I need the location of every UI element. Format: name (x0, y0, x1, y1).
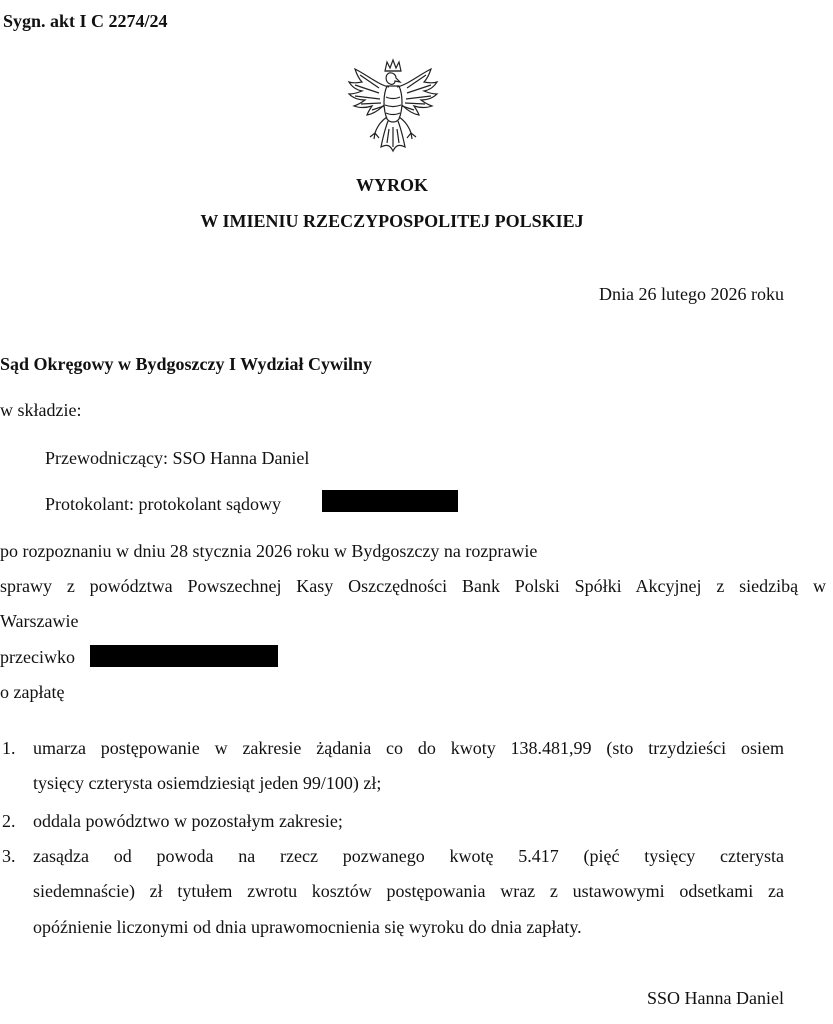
presiding-judge: Przewodniczący: SSO Hanna Daniel (45, 448, 310, 468)
court-name: Sąd Okręgowy w Bydgoszczy I Wydział Cywilny (0, 354, 373, 374)
document-title: WYROK (356, 175, 428, 195)
claim-line: sprawy z powództwa Powszechnej Kasy Oszczędności Bank Polski Spółki Akcyjnej z siedzibą w (0, 576, 826, 596)
ruling-number: 2. (2, 811, 16, 831)
ruling-text: oddala powództwo w pozostałym zakresie; (33, 811, 343, 831)
composition-label: w składzie: (0, 400, 82, 420)
judgment-date: Dnia 26 lutego 2026 roku (599, 284, 784, 304)
ruling-text: opóźnienie liczonymi od dnia uprawomocnienia się wyroku do dnia zapłaty. (33, 917, 582, 937)
case-subject: o zapłatę (0, 682, 65, 702)
clerk-name-redaction (322, 490, 458, 512)
ruling-text: siedemnaście) zł tytułem zwrotu kosztów postępowania wraz z ustawowymi odsetkami za (33, 881, 784, 901)
against-label: przeciwko (0, 647, 75, 667)
claim-line-continued: Warszawie (0, 611, 79, 631)
document-subtitle: W IMIENIU RZECZYPOSPOLITEJ POLSKIEJ (200, 211, 584, 231)
judge-signature: SSO Hanna Daniel (647, 988, 784, 1008)
ruling-text: umarza postępowanie w zakresie żądania co do kwoty 138.481,99 (sto trzydzieści osiem (33, 738, 784, 758)
case-number: Sygn. akt I C 2274/24 (3, 11, 168, 31)
defendant-name-redaction (90, 645, 278, 667)
hearing-line: po rozpoznaniu w dniu 28 stycznia 2026 roku w Bydgoszczy na rozprawie (0, 541, 538, 561)
ruling-text: zasądza od powoda na rzecz pozwanego kwotę 5.417 (pięć tysięcy czterysta (33, 846, 784, 866)
white-eagle-emblem-icon (345, 57, 441, 157)
ruling-number: 3. (2, 846, 16, 866)
ruling-number: 1. (2, 738, 16, 758)
clerk-line: Protokolant: protokolant sądowy (45, 494, 281, 514)
ruling-text: tysięcy czterysta osiemdziesiąt jeden 99/100) zł; (33, 773, 382, 793)
